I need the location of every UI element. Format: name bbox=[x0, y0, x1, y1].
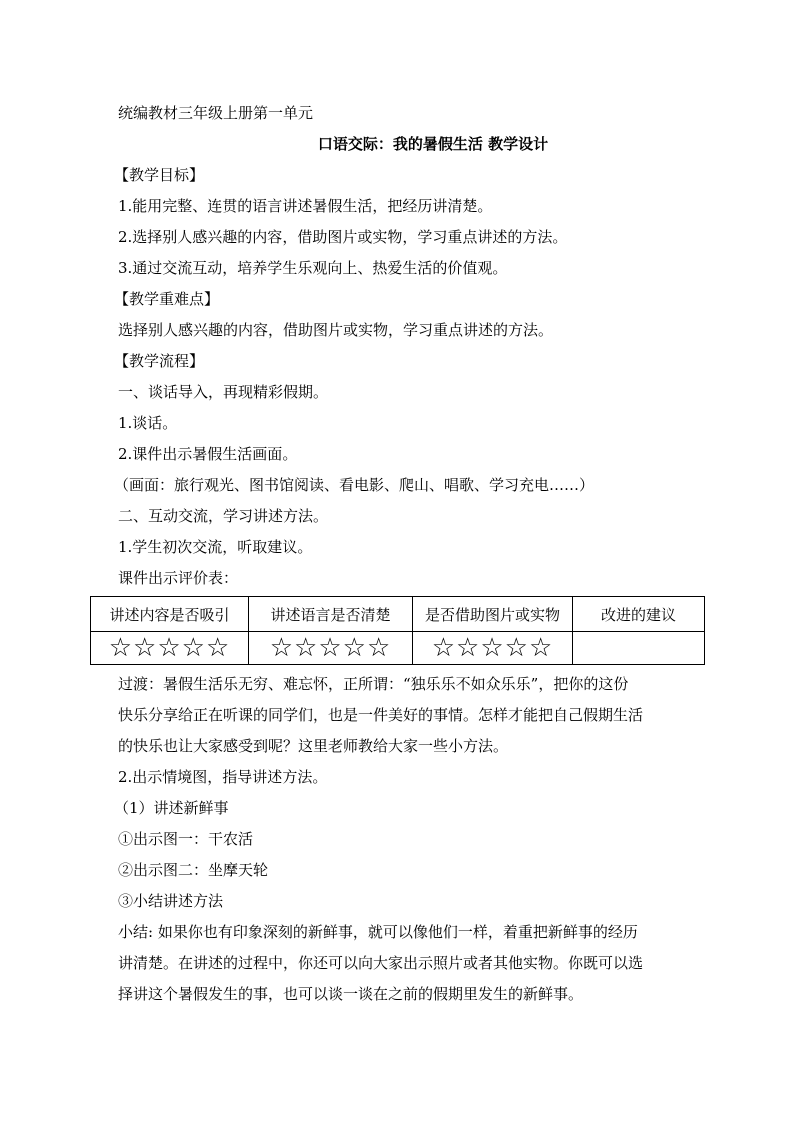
star-rating: ☆☆☆☆☆ bbox=[249, 632, 413, 665]
transition-line-1: 过渡：暑假生活乐无穷、难忘怀，正所谓：“独乐乐不如众乐乐”，把你的这份 bbox=[118, 675, 629, 693]
document-page bbox=[108, 98, 708, 1010]
goals-heading: 【教学目标】 bbox=[114, 166, 205, 184]
sub-item-1: ①出示图一：干农活 bbox=[118, 830, 254, 848]
flow-step-1-2: 2.课件出示暑假生活画面。 bbox=[118, 445, 298, 463]
flow-step-1-1: 1.谈话。 bbox=[118, 414, 178, 432]
star-rating: ☆☆☆☆☆ bbox=[413, 632, 573, 665]
summary-line-2: 讲清楚。在讲述的过程中，你还可以向大家出示照片或者其他实物。你既可以选 bbox=[118, 954, 644, 972]
flow-step-2-1: 1.学生初次交流，听取建议。 bbox=[118, 538, 313, 556]
summary-line-3: 择讲这个暑假发生的事，也可以谈一谈在之前的假期里发生的新鲜事。 bbox=[118, 985, 584, 1003]
summary-line-1: 小结: 如果你也有印象深刻的新鲜事，就可以像他们一样，着重把新鲜事的经历 bbox=[118, 923, 638, 941]
table-header-cell: 讲述语言是否清楚 bbox=[249, 597, 413, 632]
table-header-cell: 讲述内容是否吸引 bbox=[91, 597, 249, 632]
flow-step-1-2-note: （画面：旅行观光、图书馆阅读、看电影、爬山、唱歌、学习充电……） bbox=[114, 476, 595, 494]
suggestion-cell bbox=[573, 632, 705, 665]
table-intro: 课件出示评价表： bbox=[118, 569, 239, 587]
page-title: 口语交际：我的暑假生活 教学设计 bbox=[317, 135, 549, 153]
table-row bbox=[91, 632, 705, 665]
flow-part-2: 二、互动交流，学习讲述方法。 bbox=[118, 507, 329, 525]
sub-item-3: ③小结讲述方法 bbox=[118, 892, 224, 910]
flow-part-1: 一、谈话导入，再现精彩假期。 bbox=[118, 383, 329, 401]
transition-line-3: 的快乐也让大家感受到呢？这里老师教给大家一些小方法。 bbox=[118, 737, 509, 755]
flow-step-2-2: 2.出示情境图，指导讲述方法。 bbox=[118, 768, 328, 786]
key-heading: 【教学重难点】 bbox=[114, 290, 220, 308]
sub-item-2: ②出示图二：坐摩天轮 bbox=[118, 861, 269, 879]
key-text: 选择别人感兴趣的内容，借助图片或实物，学习重点讲述的方法。 bbox=[118, 321, 554, 339]
sub-heading-1: （1）讲述新鲜事 bbox=[114, 799, 229, 817]
goal-item-3: 3.通过交流互动，培养学生乐观向上、热爱生活的价值观。 bbox=[118, 259, 508, 277]
table-header-row bbox=[91, 597, 705, 632]
star-rating: ☆☆☆☆☆ bbox=[91, 632, 249, 665]
table-header-cell: 是否借助图片或实物 bbox=[413, 597, 573, 632]
header-line: 统编教材三年级上册第一单元 bbox=[118, 104, 314, 122]
goal-item-1: 1.能用完整、连贯的语言讲述暑假生活，把经历讲清楚。 bbox=[118, 197, 493, 215]
goal-item-2: 2.选择别人感兴趣的内容，借助图片或实物，学习重点讲述的方法。 bbox=[118, 228, 568, 246]
table-header-cell: 改进的建议 bbox=[573, 597, 705, 632]
evaluation-table bbox=[90, 596, 705, 665]
transition-line-2: 快乐分享给正在听课的同学们，也是一件美好的事情。怎样才能把自己假期生活 bbox=[118, 706, 644, 724]
flow-heading: 【教学流程】 bbox=[114, 352, 205, 370]
